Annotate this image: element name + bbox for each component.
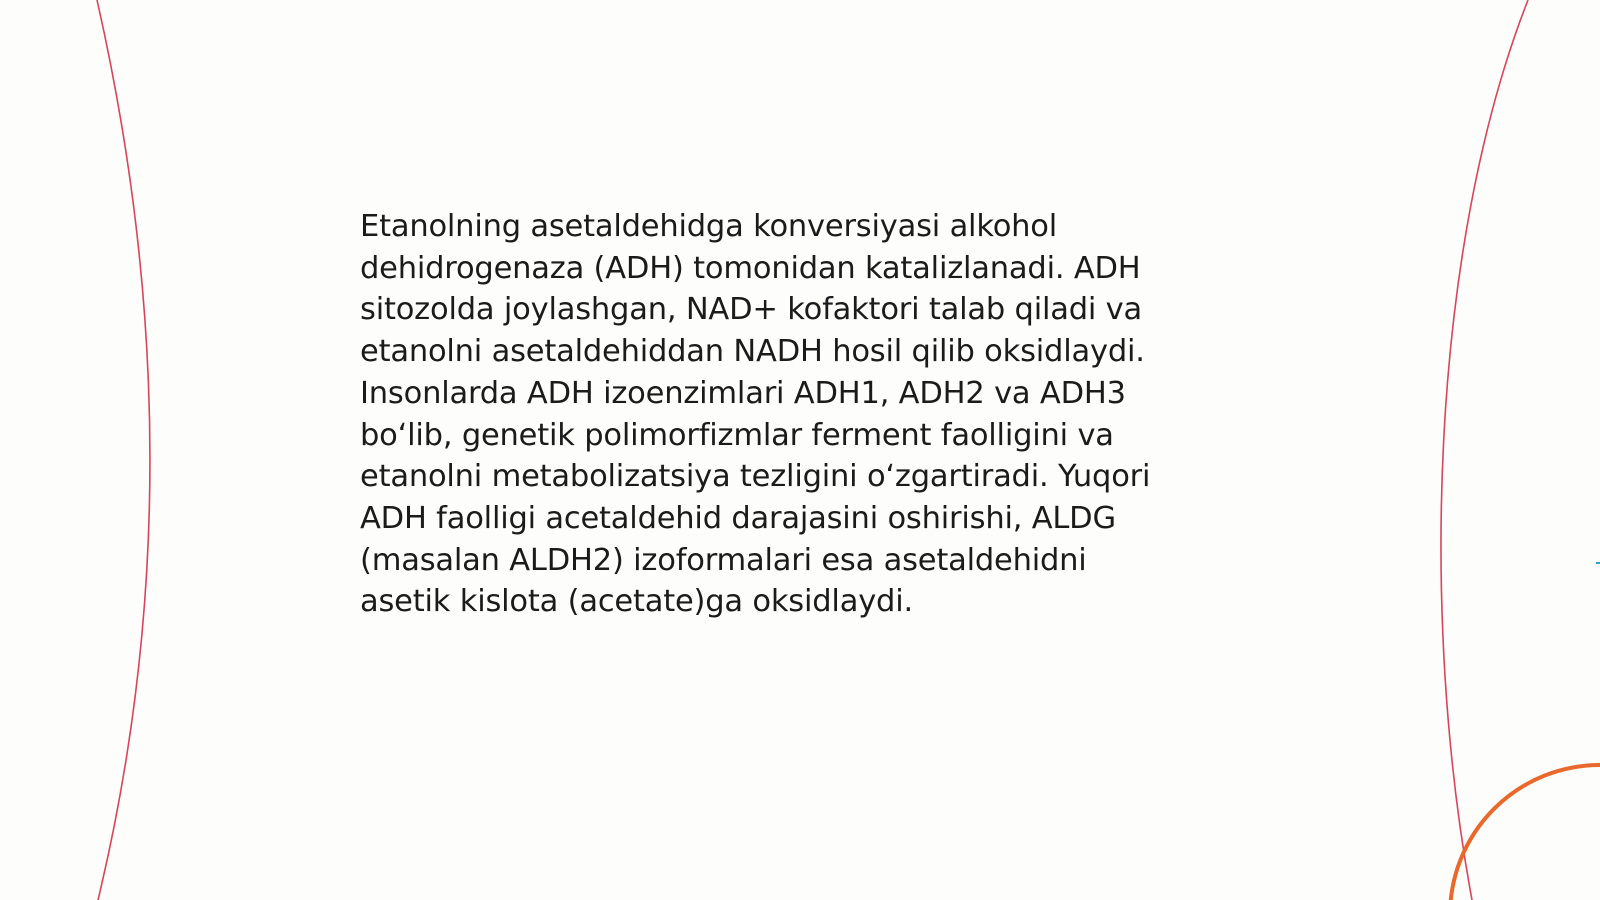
left-arc-decoration: [97, 0, 150, 900]
body-paragraph: Etanolning asetaldehidga konversiyasi alkohol dehidrogenaza (ADH) tomonidan katalizlanadi. ADH sitozolda joylashgan, NAD+ kofaktori talab qiladi va etanolni asetaldehiddan NADH hosil qilib oksidlaydi. Insonlarda ADH izoenzimlari ADH1, ADH2 va ADH3 bo‘lib, genetik polimorfizmlar ferment faolligini va etanolni metabolizatsiya tezligini o‘zgartiradi. Yuqori ADH faolligi acetaldehid darajasini oshirishi, ALDG (masalan ALDH2) izoformalari esa asetaldehidni asetik kislota (acetate)ga oksidlaydi.: [360, 209, 1151, 620]
right-arc-decoration: [1441, 0, 1528, 900]
corner-circle-decoration: [1450, 765, 1600, 900]
